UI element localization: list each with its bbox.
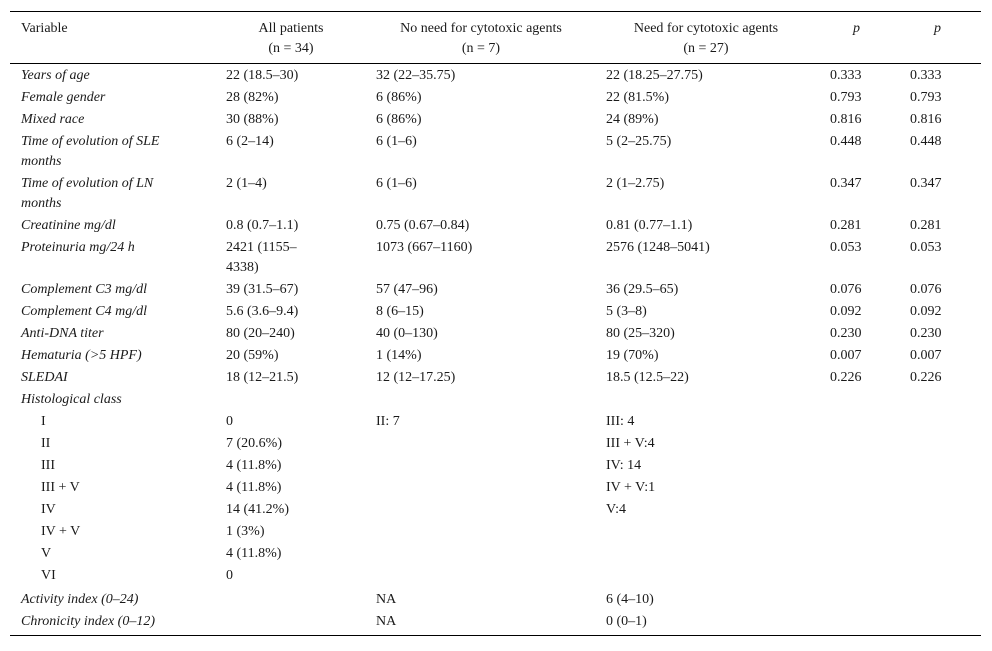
header-need-title: Need for cytotoxic agents [633, 21, 779, 36]
row-variable: Anti-DNA titer [21, 326, 104, 341]
row-need: 36 (29.5–65) [606, 282, 679, 297]
row-p2: 0.347 [910, 176, 942, 191]
row-variable-line2: months [21, 196, 62, 211]
histo-row [10, 542, 981, 564]
row-all: 20 (59%) [226, 348, 279, 363]
row-all: 18 (12–21.5) [226, 370, 299, 385]
histo-need: III: 4 [606, 414, 635, 429]
histo-row [10, 454, 981, 476]
row-all: 6 (2–14) [226, 134, 274, 149]
table-row [10, 236, 981, 278]
row-all: 5.6 (3.6–9.4) [226, 304, 299, 319]
row-no-need: 1073 (667–1160) [376, 240, 473, 255]
header-no-need [386, 19, 576, 59]
row-p2: 0.448 [910, 134, 942, 149]
histo-class: IV + V [41, 524, 81, 539]
row-variable: Activity index (0–24) [21, 592, 139, 607]
table-row [10, 588, 981, 610]
row-all: 30 (88%) [226, 112, 279, 127]
data-table [10, 11, 981, 636]
row-no-need: 6 (86%) [376, 112, 422, 127]
row-variable-line1: Time of evolution of SLE [21, 134, 160, 149]
table-row [10, 86, 981, 108]
row-p2: 0.226 [910, 370, 942, 385]
row-variable: Chronicity index (0–12) [21, 614, 156, 629]
row-p1: 0.816 [830, 112, 862, 127]
row-p1: 0.053 [830, 240, 862, 255]
row-p2: 0.092 [910, 304, 942, 319]
table-row [10, 214, 981, 236]
row-p1: 0.281 [830, 218, 862, 233]
row-p1: 0.347 [830, 176, 862, 191]
header-all-title: All patients [258, 21, 324, 36]
table-row [10, 344, 981, 366]
header-no-need-n: (n = 7) [461, 41, 501, 56]
histo-need: IV: 14 [606, 458, 642, 473]
histo-need: III + V:4 [606, 436, 655, 451]
row-all: 39 (31.5–67) [226, 282, 299, 297]
row-need: 24 (89%) [606, 112, 659, 127]
row-need: 2576 (1248–5041) [606, 240, 710, 255]
row-all: 28 (82%) [226, 90, 279, 105]
header-need [616, 19, 796, 59]
row-all [226, 238, 321, 278]
row-no-need: 57 (47–96) [376, 282, 438, 297]
row-p1: 0.333 [830, 68, 862, 83]
histo-all: 7 (20.6%) [226, 436, 282, 451]
row-no-need: 6 (86%) [376, 90, 422, 105]
histo-class: II [41, 436, 51, 451]
row-all: 2 (1–4) [226, 176, 267, 191]
table-row [10, 610, 981, 635]
row-variable: Mixed race [21, 112, 85, 127]
table-row [10, 108, 981, 130]
table-row [10, 366, 981, 388]
histo-need: V:4 [606, 502, 626, 517]
header-no-need-title: No need for cytotoxic agents [400, 21, 562, 36]
histo-row [10, 476, 981, 498]
histo-row [10, 564, 981, 586]
row-no-need: 40 (0–130) [376, 326, 438, 341]
histo-row [10, 432, 981, 454]
row-no-need: 32 (22–35.75) [376, 68, 456, 83]
histo-all: 1 (3%) [226, 524, 265, 539]
row-p1: 0.092 [830, 304, 862, 319]
row-p1: 0.076 [830, 282, 862, 297]
table-row [10, 322, 981, 344]
row-need: 0 (0–1) [606, 614, 647, 629]
row-all-line2: 4338) [226, 260, 259, 275]
row-all: 80 (20–240) [226, 326, 295, 341]
histological-class-heading-row [10, 388, 981, 410]
row-no-need: 6 (1–6) [376, 176, 417, 191]
row-variable: Female gender [21, 90, 106, 105]
row-no-need: 1 (14%) [376, 348, 422, 363]
row-p1: 0.448 [830, 134, 862, 149]
row-need: 18.5 (12.5–22) [606, 370, 689, 385]
header-all-n: (n = 34) [268, 41, 314, 56]
row-p2: 0.333 [910, 68, 942, 83]
histo-all: 4 (11.8%) [226, 480, 282, 495]
row-variable [21, 174, 211, 214]
row-variable: Proteinuria mg/24 h [21, 240, 135, 255]
histo-row [10, 498, 981, 520]
row-p2: 0.007 [910, 348, 942, 363]
histo-class: V [41, 546, 52, 561]
row-all: 0.8 (0.7–1.1) [226, 218, 299, 233]
header-p2: p [934, 21, 941, 36]
row-p2: 0.793 [910, 90, 942, 105]
table-header [10, 12, 981, 64]
histo-no-need: II: 7 [376, 414, 400, 429]
row-no-need: NA [376, 614, 397, 629]
row-variable: Complement C4 mg/dl [21, 304, 147, 319]
table-row [10, 278, 981, 300]
row-no-need: 12 (12–17.25) [376, 370, 456, 385]
table-row [10, 130, 981, 172]
table-row [10, 64, 981, 86]
histo-class: IV [41, 502, 56, 517]
row-p2: 0.076 [910, 282, 942, 297]
row-variable: Years of age [21, 68, 90, 83]
row-need: 22 (18.25–27.75) [606, 68, 703, 83]
row-need: 22 (81.5%) [606, 90, 669, 105]
histo-all: 0 [226, 568, 233, 583]
histo-all: 4 (11.8%) [226, 458, 282, 473]
row-no-need: 0.75 (0.67–0.84) [376, 218, 470, 233]
row-need: 80 (25–320) [606, 326, 675, 341]
row-variable-line1: Time of evolution of LN [21, 176, 154, 191]
row-p2: 0.816 [910, 112, 942, 127]
row-need: 19 (70%) [606, 348, 659, 363]
row-need: 5 (2–25.75) [606, 134, 672, 149]
row-need: 2 (1–2.75) [606, 176, 665, 191]
histo-row [10, 520, 981, 542]
row-no-need: 6 (1–6) [376, 134, 417, 149]
row-variable: SLEDAI [21, 370, 68, 385]
histo-class: III + V [41, 480, 80, 495]
header-all-patients [236, 19, 346, 59]
histological-class-title: Histological class [21, 392, 122, 407]
row-need: 0.81 (0.77–1.1) [606, 218, 693, 233]
header-variable: Variable [21, 21, 68, 36]
row-need: 5 (3–8) [606, 304, 647, 319]
row-p2: 0.281 [910, 218, 942, 233]
table-row [10, 172, 981, 214]
table-body [10, 64, 981, 635]
row-p1: 0.793 [830, 90, 862, 105]
histo-class: I [41, 414, 46, 429]
histo-all: 14 (41.2%) [226, 502, 289, 517]
row-p1: 0.226 [830, 370, 862, 385]
histo-all: 0 [226, 414, 233, 429]
row-p1: 0.007 [830, 348, 862, 363]
row-variable [21, 132, 211, 172]
header-need-n: (n = 27) [683, 41, 729, 56]
row-variable: Hematuria (>5 HPF) [21, 348, 142, 363]
row-all: 22 (18.5–30) [226, 68, 299, 83]
row-p2: 0.230 [910, 326, 942, 341]
row-need: 6 (4–10) [606, 592, 654, 607]
table-row [10, 300, 981, 322]
histo-class: VI [41, 568, 56, 583]
row-variable-line2: months [21, 154, 62, 169]
row-no-need: NA [376, 592, 397, 607]
histo-class: III [41, 458, 55, 473]
row-p1: 0.230 [830, 326, 862, 341]
row-variable: Creatinine mg/dl [21, 218, 116, 233]
histo-need: IV + V:1 [606, 480, 656, 495]
row-no-need: 8 (6–15) [376, 304, 424, 319]
row-all-line1: 2421 (1155– [226, 240, 297, 255]
histo-all: 4 (11.8%) [226, 546, 282, 561]
row-variable: Complement C3 mg/dl [21, 282, 147, 297]
header-p1: p [853, 21, 860, 36]
row-p2: 0.053 [910, 240, 942, 255]
histo-row [10, 410, 981, 432]
